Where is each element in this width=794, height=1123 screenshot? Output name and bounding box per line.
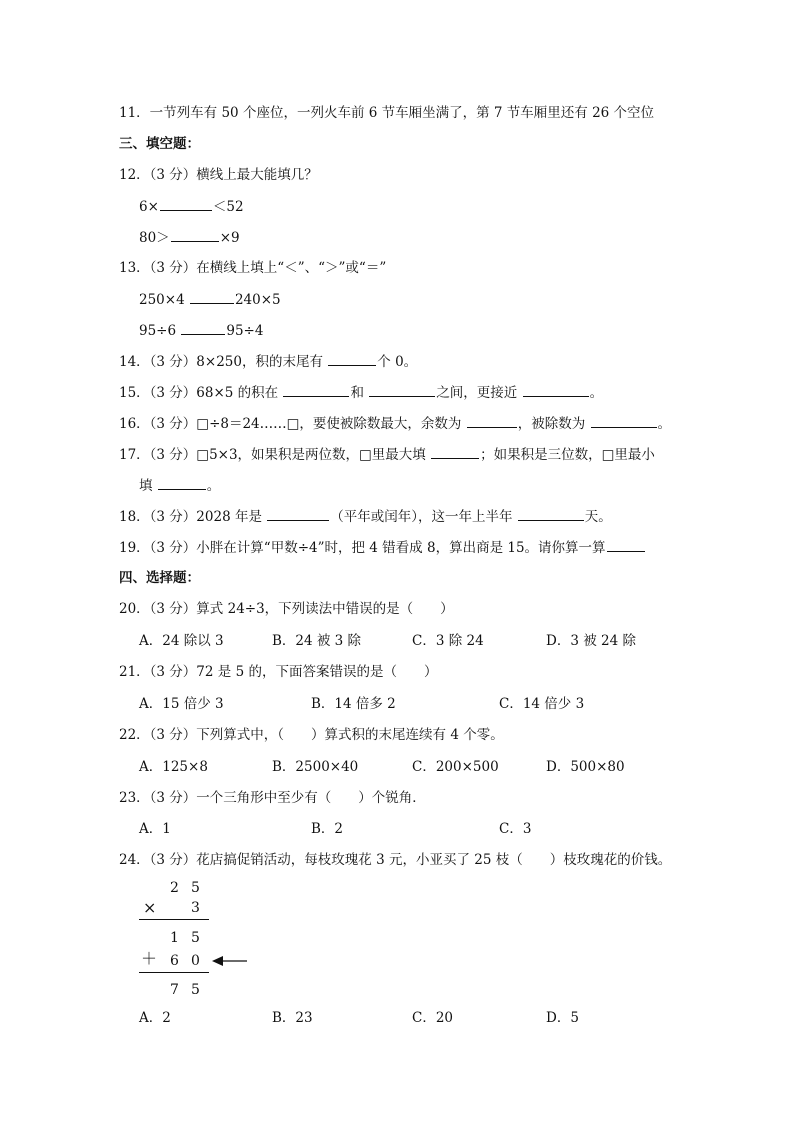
section-3-heading: 三、填空题： bbox=[119, 136, 200, 152]
q12-l2-left: 80＞ bbox=[139, 230, 170, 246]
question-12: 12．（3 分）横线上最大能填几？ bbox=[119, 167, 318, 183]
q21-option-b[interactable]: B．14 倍多 2 bbox=[311, 696, 396, 712]
q17-blank-2[interactable] bbox=[158, 476, 206, 490]
left-arrow-icon bbox=[211, 954, 249, 968]
calc-rule-2 bbox=[139, 972, 209, 973]
question-12-line-2 bbox=[139, 228, 240, 247]
q18-text-c: 天。 bbox=[584, 509, 612, 525]
q18-text-a: 18．（3 分）2028 年是 bbox=[119, 509, 267, 525]
q13-l1-right: 240×5 bbox=[234, 292, 281, 308]
q12-l1-right: ＜52 bbox=[212, 199, 244, 215]
question-12-line-1 bbox=[139, 197, 244, 216]
q16-text-a: 16．（3 分）□÷8＝24……□，要使被除数最大，余数为 bbox=[119, 416, 466, 432]
question-18 bbox=[119, 507, 612, 526]
q13-blank-1[interactable] bbox=[190, 290, 234, 304]
calc-r3-d1: 1 bbox=[170, 930, 179, 946]
calc-r3-d2: 5 bbox=[191, 930, 200, 946]
q18-blank-2[interactable] bbox=[518, 507, 584, 521]
calc-r2-d1: 3 bbox=[191, 900, 200, 916]
q13-blank-2[interactable] bbox=[181, 321, 225, 335]
q15-text-c: 之间，更接近 bbox=[436, 385, 522, 401]
question-23: 23．（3 分）一个三角形中至少有（ ）个锐角． bbox=[119, 790, 426, 806]
q15-blank-2[interactable] bbox=[369, 383, 435, 397]
q14-text-b: 个 0。 bbox=[377, 354, 418, 370]
q17-blank-1[interactable] bbox=[431, 445, 479, 459]
question-15 bbox=[119, 383, 603, 402]
section-4-heading: 四、选择题： bbox=[119, 570, 200, 586]
question-17-line-2 bbox=[139, 476, 220, 495]
q18-text-b: （平年或闰年），这一年上半年 bbox=[330, 509, 517, 525]
q24-option-c[interactable]: C．20 bbox=[412, 1010, 454, 1026]
q15-text-d: 。 bbox=[589, 385, 604, 401]
q20-option-d[interactable]: D．3 被 24 除 bbox=[546, 633, 636, 649]
question-24: 24．（3 分）花店搞促销活动，每枝玫瑰花 3 元，小亚买了 25 枝（ ）枝玫瑰花的价钱。 bbox=[119, 852, 672, 868]
q17-text-b: ；如果积是三位数，□里最小 bbox=[480, 447, 655, 463]
q19-text: 19．（3 分）小胖在计算“甲数÷4”时，把 4 错看成 8，算出商是 15。请你算一算 bbox=[119, 540, 606, 556]
question-21: 21．（3 分）72 是 5 的，下面答案错误的是（ ） bbox=[119, 664, 438, 680]
q14-text-a: 14．（3 分）8×250，积的末尾有 bbox=[119, 354, 328, 370]
q13-l2-right: 95÷4 bbox=[226, 323, 264, 339]
q22-option-a[interactable]: A．125×8 bbox=[139, 759, 208, 775]
q12-l2-right: ×9 bbox=[219, 230, 240, 246]
q15-blank-1[interactable] bbox=[283, 383, 349, 397]
q16-blank-2[interactable] bbox=[591, 414, 657, 428]
q21-option-c[interactable]: C．14 倍少 3 bbox=[499, 696, 585, 712]
question-13-line-1 bbox=[139, 290, 281, 309]
calc-r5-d2: 5 bbox=[191, 982, 200, 998]
question-19 bbox=[119, 538, 646, 557]
q21-option-a[interactable]: A．15 倍少 3 bbox=[139, 696, 224, 712]
calc-r5-d1: 7 bbox=[170, 982, 179, 998]
q24-option-d[interactable]: D．5 bbox=[546, 1010, 579, 1026]
q22-option-b[interactable]: B．2500×40 bbox=[272, 759, 359, 775]
q14-blank[interactable] bbox=[328, 352, 376, 366]
q16-text-c: 。 bbox=[657, 416, 671, 432]
q12-blank-2[interactable] bbox=[171, 228, 219, 242]
question-17 bbox=[119, 445, 655, 464]
q24-option-b[interactable]: B．23 bbox=[272, 1010, 313, 1026]
q15-text-a: 15．（3 分）68×5 的积在 bbox=[119, 385, 283, 401]
q12-blank-1[interactable] bbox=[160, 197, 212, 211]
q12-l1-left: 6× bbox=[139, 199, 159, 215]
calc-rule-1 bbox=[139, 919, 209, 920]
question-13: 13．（3 分）在横线上填上“＜”、“＞”或“＝” bbox=[119, 260, 387, 276]
q17-text-d: 。 bbox=[206, 478, 221, 494]
q22-option-d[interactable]: D．500×80 bbox=[546, 759, 625, 775]
question-22: 22．（3 分）下列算式中，（ ）算式积的末尾连续有 4 个零。 bbox=[119, 727, 504, 743]
q16-blank-1[interactable] bbox=[467, 414, 517, 428]
q15-blank-3[interactable] bbox=[523, 383, 589, 397]
calc-r4-d1: 6 bbox=[170, 953, 179, 969]
q17-text-a: 17．（3 分）□5×3，如果积是两位数，□里最大填 bbox=[119, 447, 431, 463]
calc-r1-d2: 5 bbox=[191, 880, 200, 896]
q15-text-b: 和 bbox=[350, 385, 369, 401]
calc-times-sign: × bbox=[143, 898, 157, 917]
q18-blank-1[interactable] bbox=[267, 507, 329, 521]
q17-text-c: 填 bbox=[139, 478, 157, 494]
calc-r1-d1: 2 bbox=[170, 880, 179, 896]
question-16 bbox=[119, 414, 671, 433]
q13-l1-left: 250×4 bbox=[139, 292, 189, 308]
question-11: 11．一节列车有 50 个座位，一列火车前 6 节车厢坐满了，第 7 节车厢里还有 26 个空位 bbox=[119, 105, 655, 121]
question-13-line-2 bbox=[139, 321, 263, 340]
q23-option-c[interactable]: C．3 bbox=[499, 821, 532, 837]
question-14 bbox=[119, 352, 417, 371]
q23-option-b[interactable]: B．2 bbox=[311, 821, 344, 837]
q19-blank[interactable] bbox=[607, 538, 645, 552]
calc-plus-sign: ＋ bbox=[141, 949, 158, 968]
vertical-multiplication bbox=[139, 876, 249, 1001]
q20-option-a[interactable]: A．24 除以 3 bbox=[139, 633, 224, 649]
q20-option-b[interactable]: B．24 被 3 除 bbox=[272, 633, 362, 649]
q22-option-c[interactable]: C．200×500 bbox=[412, 759, 499, 775]
q20-option-c[interactable]: C．3 除 24 bbox=[412, 633, 484, 649]
calc-r4-d2: 0 bbox=[191, 953, 200, 969]
question-20: 20．（3 分）算式 24÷3，下列读法中错误的是（ ） bbox=[119, 601, 454, 617]
q23-option-a[interactable]: A．1 bbox=[139, 821, 171, 837]
q24-option-a[interactable]: A．2 bbox=[139, 1010, 171, 1026]
q16-text-b: ，被除数为 bbox=[517, 416, 590, 432]
q13-l2-left: 95÷6 bbox=[139, 323, 181, 339]
